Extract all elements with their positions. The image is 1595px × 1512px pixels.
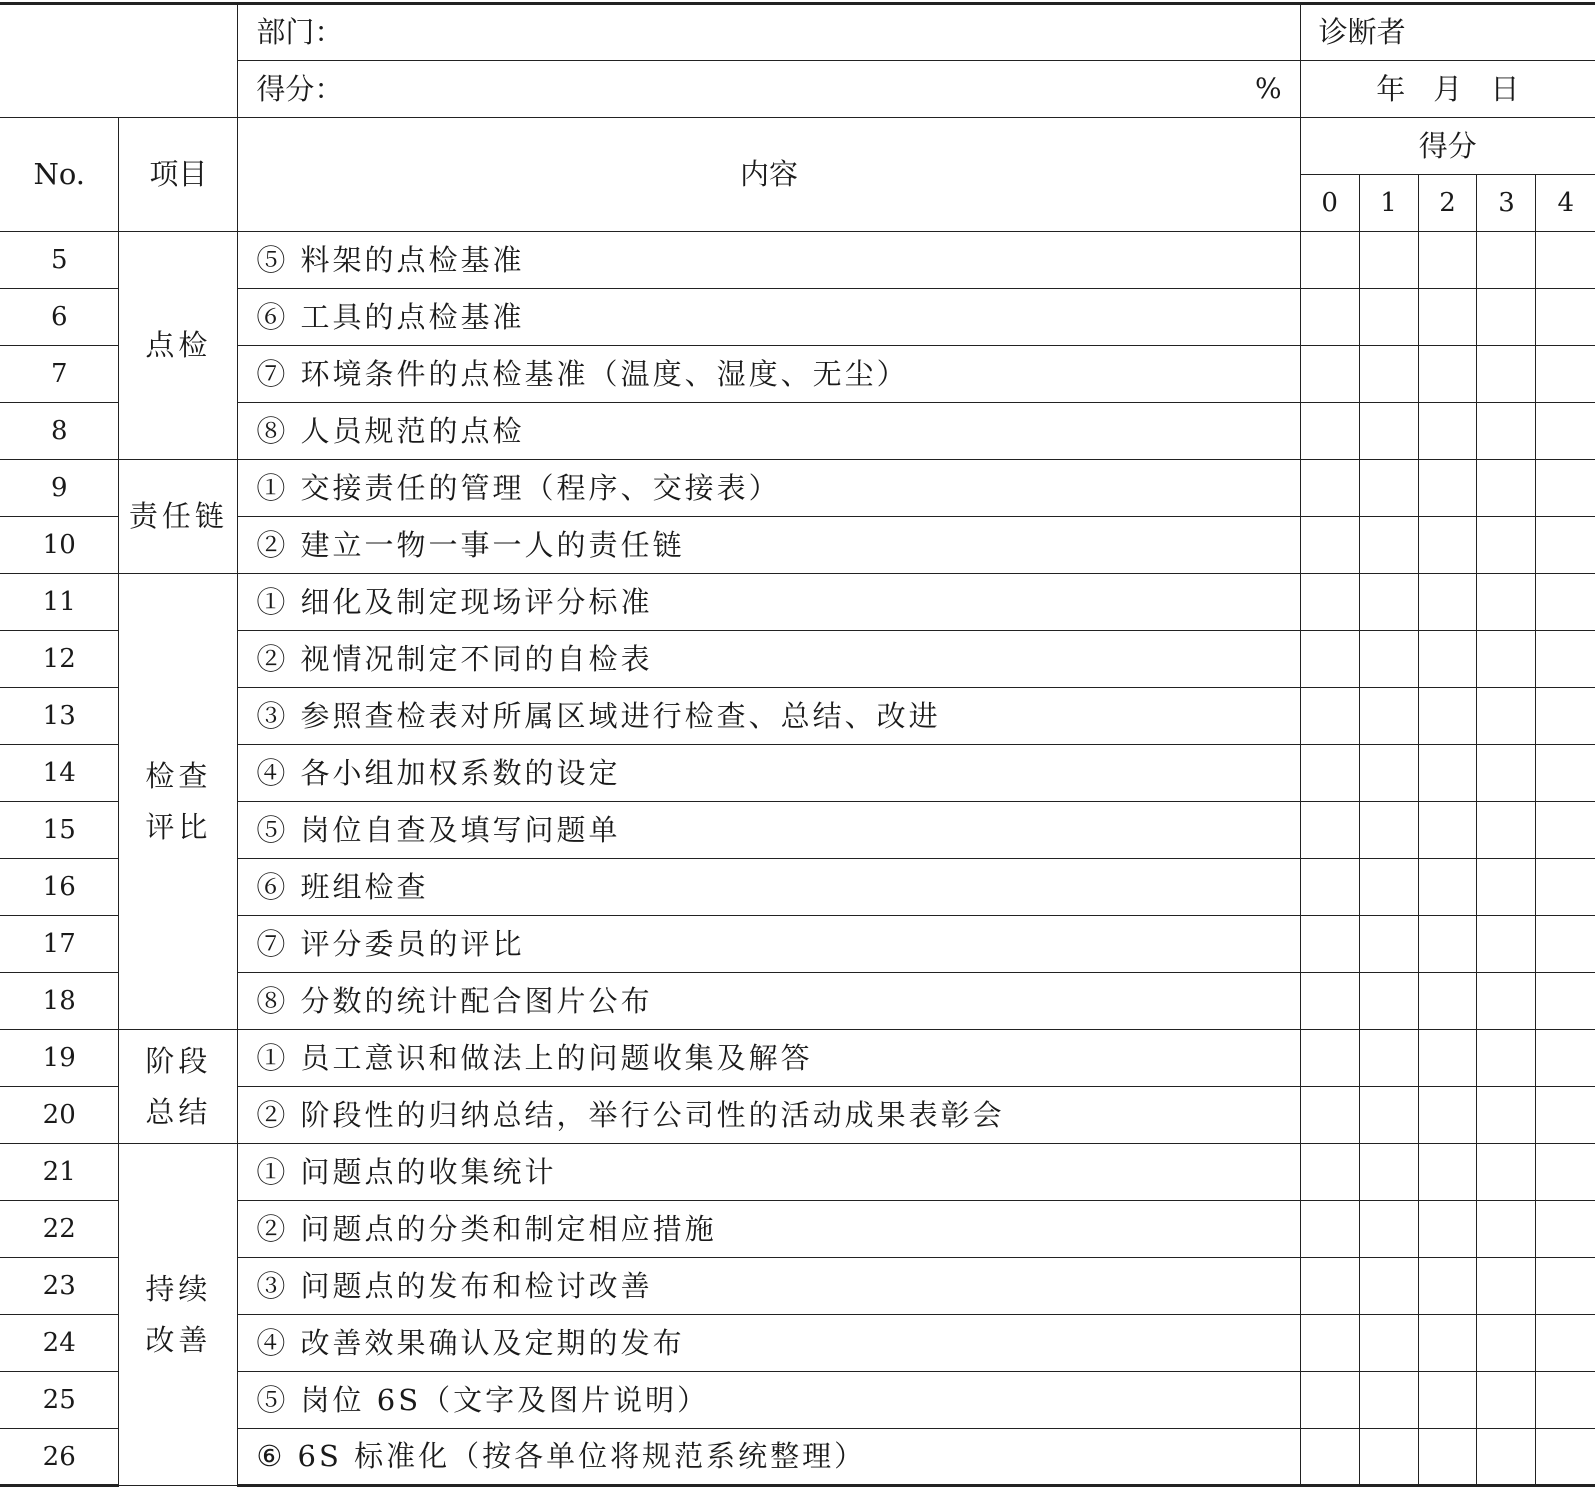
row-number: 23: [0, 1258, 119, 1315]
score-cell-3[interactable]: [1477, 1429, 1536, 1486]
category-label: 改善: [145, 1322, 212, 1357]
department-label: 部门：: [256, 15, 344, 49]
department-cell[interactable]: [238, 4, 1300, 61]
content-column-header: 内容: [238, 118, 1300, 232]
table-row: [0, 1429, 1595, 1486]
table-row: [0, 403, 1595, 460]
score-cell-4[interactable]: [1536, 1201, 1595, 1258]
category-label: 点检: [145, 328, 212, 363]
score-cell-2[interactable]: [1418, 802, 1477, 859]
score-cell-0[interactable]: [1300, 973, 1359, 1030]
score-cell-3[interactable]: [1477, 1258, 1536, 1315]
category-cell: [119, 232, 238, 460]
score-cell-2[interactable]: [1418, 1201, 1477, 1258]
score-cell-2[interactable]: [1418, 1315, 1477, 1372]
score-cell-4[interactable]: [1536, 289, 1595, 346]
date-month-label: 月: [1433, 71, 1463, 106]
score-cell-2[interactable]: [1418, 1258, 1477, 1315]
score-cell-3[interactable]: [1477, 232, 1536, 289]
score-level-4: 4: [1536, 175, 1595, 232]
table-row: [0, 1315, 1595, 1372]
table-row: [0, 346, 1595, 403]
score-cell-4[interactable]: [1536, 403, 1595, 460]
item-content: ② 视情况制定不同的自检表: [238, 631, 1300, 688]
score-cell-4[interactable]: [1536, 1144, 1595, 1201]
table-row: [0, 631, 1595, 688]
score-column-header: 得分: [1300, 118, 1595, 175]
row-number: 22: [0, 1201, 119, 1258]
score-cell-0[interactable]: [1300, 1030, 1359, 1087]
table-row: [0, 859, 1595, 916]
score-cell-4[interactable]: [1536, 1087, 1595, 1144]
score-cell-2[interactable]: [1418, 973, 1477, 1030]
score-level-0: 0: [1300, 175, 1359, 232]
item-content: ③ 问题点的发布和检讨改善: [238, 1258, 1300, 1315]
item-content: ① 员工意识和做法上的问题收集及解答: [238, 1030, 1300, 1087]
table-row: [0, 916, 1595, 973]
item-content: ⑦ 环境条件的点检基准（温度、湿度、无尘）: [238, 346, 1300, 403]
score-cell-3[interactable]: [1477, 1372, 1536, 1429]
score-cell-3[interactable]: [1477, 574, 1536, 631]
category-label: 阶段: [145, 1043, 212, 1078]
score-cell-0[interactable]: [1300, 688, 1359, 745]
score-cell-4[interactable]: [1536, 688, 1595, 745]
score-cell-1[interactable]: [1359, 289, 1418, 346]
score-cell-1[interactable]: [1359, 460, 1418, 517]
row-number: 21: [0, 1144, 119, 1201]
score-cell-3[interactable]: [1477, 1087, 1536, 1144]
score-cell-1[interactable]: [1359, 346, 1418, 403]
date-day-label: 日: [1490, 71, 1520, 106]
score-cell-2[interactable]: [1418, 574, 1477, 631]
score-cell-0[interactable]: [1300, 916, 1359, 973]
table-row: [0, 745, 1595, 802]
score-cell-2[interactable]: [1418, 1372, 1477, 1429]
category-label: 总结: [145, 1094, 212, 1129]
row-number: 11: [0, 574, 119, 631]
row-number: 13: [0, 688, 119, 745]
table-row: [0, 1372, 1595, 1429]
score-cell-3[interactable]: [1477, 403, 1536, 460]
item-content: ① 问题点的收集统计: [238, 1144, 1300, 1201]
row-number: 5: [0, 232, 119, 289]
score-cell-1[interactable]: [1359, 688, 1418, 745]
score-cell-1[interactable]: [1359, 631, 1418, 688]
score-level-1: 1: [1359, 175, 1418, 232]
date-cell[interactable]: [1300, 61, 1595, 118]
score-cell-1[interactable]: [1359, 232, 1418, 289]
percent-sign: %: [1255, 71, 1282, 105]
score-cell-3[interactable]: [1477, 1201, 1536, 1258]
blank-corner-cell: [0, 4, 238, 118]
score-cell-3[interactable]: [1477, 916, 1536, 973]
table-row: [0, 1258, 1595, 1315]
score-cell-3[interactable]: [1477, 688, 1536, 745]
category-cell: [119, 574, 238, 1030]
score-label: 得分：: [256, 71, 344, 106]
item-content: ⑥ 班组检查: [238, 859, 1300, 916]
score-cell-2[interactable]: [1418, 688, 1477, 745]
score-cell-4[interactable]: [1536, 460, 1595, 517]
score-cell-1[interactable]: [1359, 517, 1418, 574]
row-number: 17: [0, 916, 119, 973]
score-cell-0[interactable]: [1300, 346, 1359, 403]
category-label: 责任链: [128, 499, 228, 534]
category-label: 持续: [145, 1271, 212, 1306]
item-content: ① 交接责任的管理（程序、交接表）: [238, 460, 1300, 517]
score-cell-1[interactable]: [1359, 574, 1418, 631]
score-cell-1[interactable]: [1359, 403, 1418, 460]
category-cell: [119, 1144, 238, 1486]
table-row: [0, 517, 1595, 574]
row-number: 14: [0, 745, 119, 802]
category-label: 评比: [145, 809, 212, 844]
score-cell-0[interactable]: [1300, 1201, 1359, 1258]
score-cell-1[interactable]: [1359, 973, 1418, 1030]
score-cell-4[interactable]: [1536, 517, 1595, 574]
score-cell-2[interactable]: [1418, 745, 1477, 802]
score-cell-2[interactable]: [1418, 460, 1477, 517]
score-cell-0[interactable]: [1300, 403, 1359, 460]
item-content: ① 细化及制定现场评分标准: [238, 574, 1300, 631]
row-number: 19: [0, 1030, 119, 1087]
row-number: 18: [0, 973, 119, 1030]
row-number: 6: [0, 289, 119, 346]
row-number: 7: [0, 346, 119, 403]
item-content: ⑤ 料架的点检基准: [238, 232, 1300, 289]
diagnoser-label: 诊断者: [1318, 15, 1406, 49]
table-row: [0, 1201, 1595, 1258]
score-cell-4[interactable]: [1536, 631, 1595, 688]
score-cell-4[interactable]: [1536, 1429, 1595, 1486]
item-content: ⑥ 工具的点检基准: [238, 289, 1300, 346]
score-cell-1[interactable]: [1359, 1087, 1418, 1144]
row-number: 20: [0, 1087, 119, 1144]
score-cell-4[interactable]: [1536, 745, 1595, 802]
table-row: [0, 802, 1595, 859]
score-cell-3[interactable]: [1477, 517, 1536, 574]
score-cell-0[interactable]: [1300, 1087, 1359, 1144]
row-number: 26: [0, 1429, 119, 1486]
category-cell: [119, 460, 238, 574]
table-row: [0, 1030, 1595, 1087]
score-cell-0[interactable]: [1300, 859, 1359, 916]
score-cell-1[interactable]: [1359, 1258, 1418, 1315]
score-cell-3[interactable]: [1477, 460, 1536, 517]
row-number: 16: [0, 859, 119, 916]
score-level-3: 3: [1477, 175, 1536, 232]
score-cell-4[interactable]: [1536, 1372, 1595, 1429]
header-row-department: [0, 4, 1595, 61]
item-content: ② 建立一物一事一人的责任链: [238, 517, 1300, 574]
score-cell-1[interactable]: [1359, 1315, 1418, 1372]
score-cell-4[interactable]: [1536, 1258, 1595, 1315]
row-number: 12: [0, 631, 119, 688]
score-cell-2[interactable]: [1418, 403, 1477, 460]
score-cell-3[interactable]: [1477, 1144, 1536, 1201]
row-number: 15: [0, 802, 119, 859]
score-cell-3[interactable]: [1477, 289, 1536, 346]
score-cell-1[interactable]: [1359, 1429, 1418, 1486]
score-cell-0[interactable]: [1300, 631, 1359, 688]
score-cell-0[interactable]: [1300, 1258, 1359, 1315]
item-content: ⑤ 岗位自查及填写问题单: [238, 802, 1300, 859]
score-cell-3[interactable]: [1477, 631, 1536, 688]
score-cell-3[interactable]: [1477, 346, 1536, 403]
table-row: [0, 574, 1595, 631]
table-row: [0, 289, 1595, 346]
date-year-label: 年: [1376, 71, 1406, 106]
table-row: [0, 688, 1595, 745]
score-cell-1[interactable]: [1359, 745, 1418, 802]
total-score-cell[interactable]: [238, 61, 1300, 118]
score-cell-1[interactable]: [1359, 802, 1418, 859]
score-cell-4[interactable]: [1536, 1315, 1595, 1372]
item-content: ③ 参照查检表对所属区域进行检查、总结、改进: [238, 688, 1300, 745]
item-content: ② 阶段性的归纳总结，举行公司性的活动成果表彰会: [238, 1087, 1300, 1144]
score-cell-1[interactable]: [1359, 1201, 1418, 1258]
diagnosis-checklist-table: [0, 2, 1595, 1487]
score-cell-4[interactable]: [1536, 973, 1595, 1030]
score-cell-3[interactable]: [1477, 745, 1536, 802]
score-cell-2[interactable]: [1418, 1144, 1477, 1201]
score-cell-0[interactable]: [1300, 460, 1359, 517]
score-cell-3[interactable]: [1477, 802, 1536, 859]
item-content: ④ 各小组加权系数的设定: [238, 745, 1300, 802]
category-cell: [119, 1030, 238, 1144]
score-cell-3[interactable]: [1477, 1030, 1536, 1087]
score-cell-3[interactable]: [1477, 973, 1536, 1030]
diagnoser-cell[interactable]: [1300, 4, 1595, 61]
score-cell-0[interactable]: [1300, 289, 1359, 346]
score-cell-3[interactable]: [1477, 1315, 1536, 1372]
score-cell-2[interactable]: [1418, 1429, 1477, 1486]
score-cell-0[interactable]: [1300, 574, 1359, 631]
item-content: ⑥ 6S 标准化（按各单位将规范系统整理）: [238, 1429, 1300, 1486]
score-cell-0[interactable]: [1300, 517, 1359, 574]
score-cell-3[interactable]: [1477, 859, 1536, 916]
table-row: [0, 1144, 1595, 1201]
score-cell-4[interactable]: [1536, 574, 1595, 631]
table-row: [0, 973, 1595, 1030]
table-row: [0, 232, 1595, 289]
score-cell-1[interactable]: [1359, 1144, 1418, 1201]
score-cell-2[interactable]: [1418, 346, 1477, 403]
score-cell-0[interactable]: [1300, 1429, 1359, 1486]
item-content: ⑦ 评分委员的评比: [238, 916, 1300, 973]
item-content: ⑤ 岗位 6S（文字及图片说明）: [238, 1372, 1300, 1429]
category-label: 检查: [145, 758, 212, 793]
score-cell-4[interactable]: [1536, 1030, 1595, 1087]
score-cell-2[interactable]: [1418, 859, 1477, 916]
no-column-header: No.: [0, 118, 119, 232]
score-cell-0[interactable]: [1300, 232, 1359, 289]
score-cell-1[interactable]: [1359, 916, 1418, 973]
score-cell-2[interactable]: [1418, 1030, 1477, 1087]
score-cell-1[interactable]: [1359, 859, 1418, 916]
score-cell-0[interactable]: [1300, 745, 1359, 802]
score-cell-2[interactable]: [1418, 232, 1477, 289]
score-cell-4[interactable]: [1536, 232, 1595, 289]
score-cell-4[interactable]: [1536, 802, 1595, 859]
row-number: 10: [0, 517, 119, 574]
score-cell-2[interactable]: [1418, 1087, 1477, 1144]
score-cell-0[interactable]: [1300, 1372, 1359, 1429]
row-number: 24: [0, 1315, 119, 1372]
score-cell-2[interactable]: [1418, 289, 1477, 346]
item-column-header: 项目: [119, 118, 238, 232]
header-row-score: [0, 61, 1595, 118]
score-cell-0[interactable]: [1300, 1315, 1359, 1372]
row-number: 25: [0, 1372, 119, 1429]
score-cell-2[interactable]: [1418, 916, 1477, 973]
score-cell-0[interactable]: [1300, 802, 1359, 859]
score-cell-1[interactable]: [1359, 1030, 1418, 1087]
item-content: ② 问题点的分类和制定相应措施: [238, 1201, 1300, 1258]
score-cell-4[interactable]: [1536, 859, 1595, 916]
table-row: [0, 460, 1595, 517]
item-content: ④ 改善效果确认及定期的发布: [238, 1315, 1300, 1372]
score-cell-4[interactable]: [1536, 346, 1595, 403]
row-number: 9: [0, 460, 119, 517]
score-cell-4[interactable]: [1536, 916, 1595, 973]
score-cell-2[interactable]: [1418, 517, 1477, 574]
column-header-row: [0, 118, 1595, 175]
score-cell-2[interactable]: [1418, 631, 1477, 688]
score-cell-1[interactable]: [1359, 1372, 1418, 1429]
score-cell-0[interactable]: [1300, 1144, 1359, 1201]
score-level-2: 2: [1418, 175, 1477, 232]
item-content: ⑧ 分数的统计配合图片公布: [238, 973, 1300, 1030]
item-content: ⑧ 人员规范的点检: [238, 403, 1300, 460]
table-row: [0, 1087, 1595, 1144]
row-number: 8: [0, 403, 119, 460]
